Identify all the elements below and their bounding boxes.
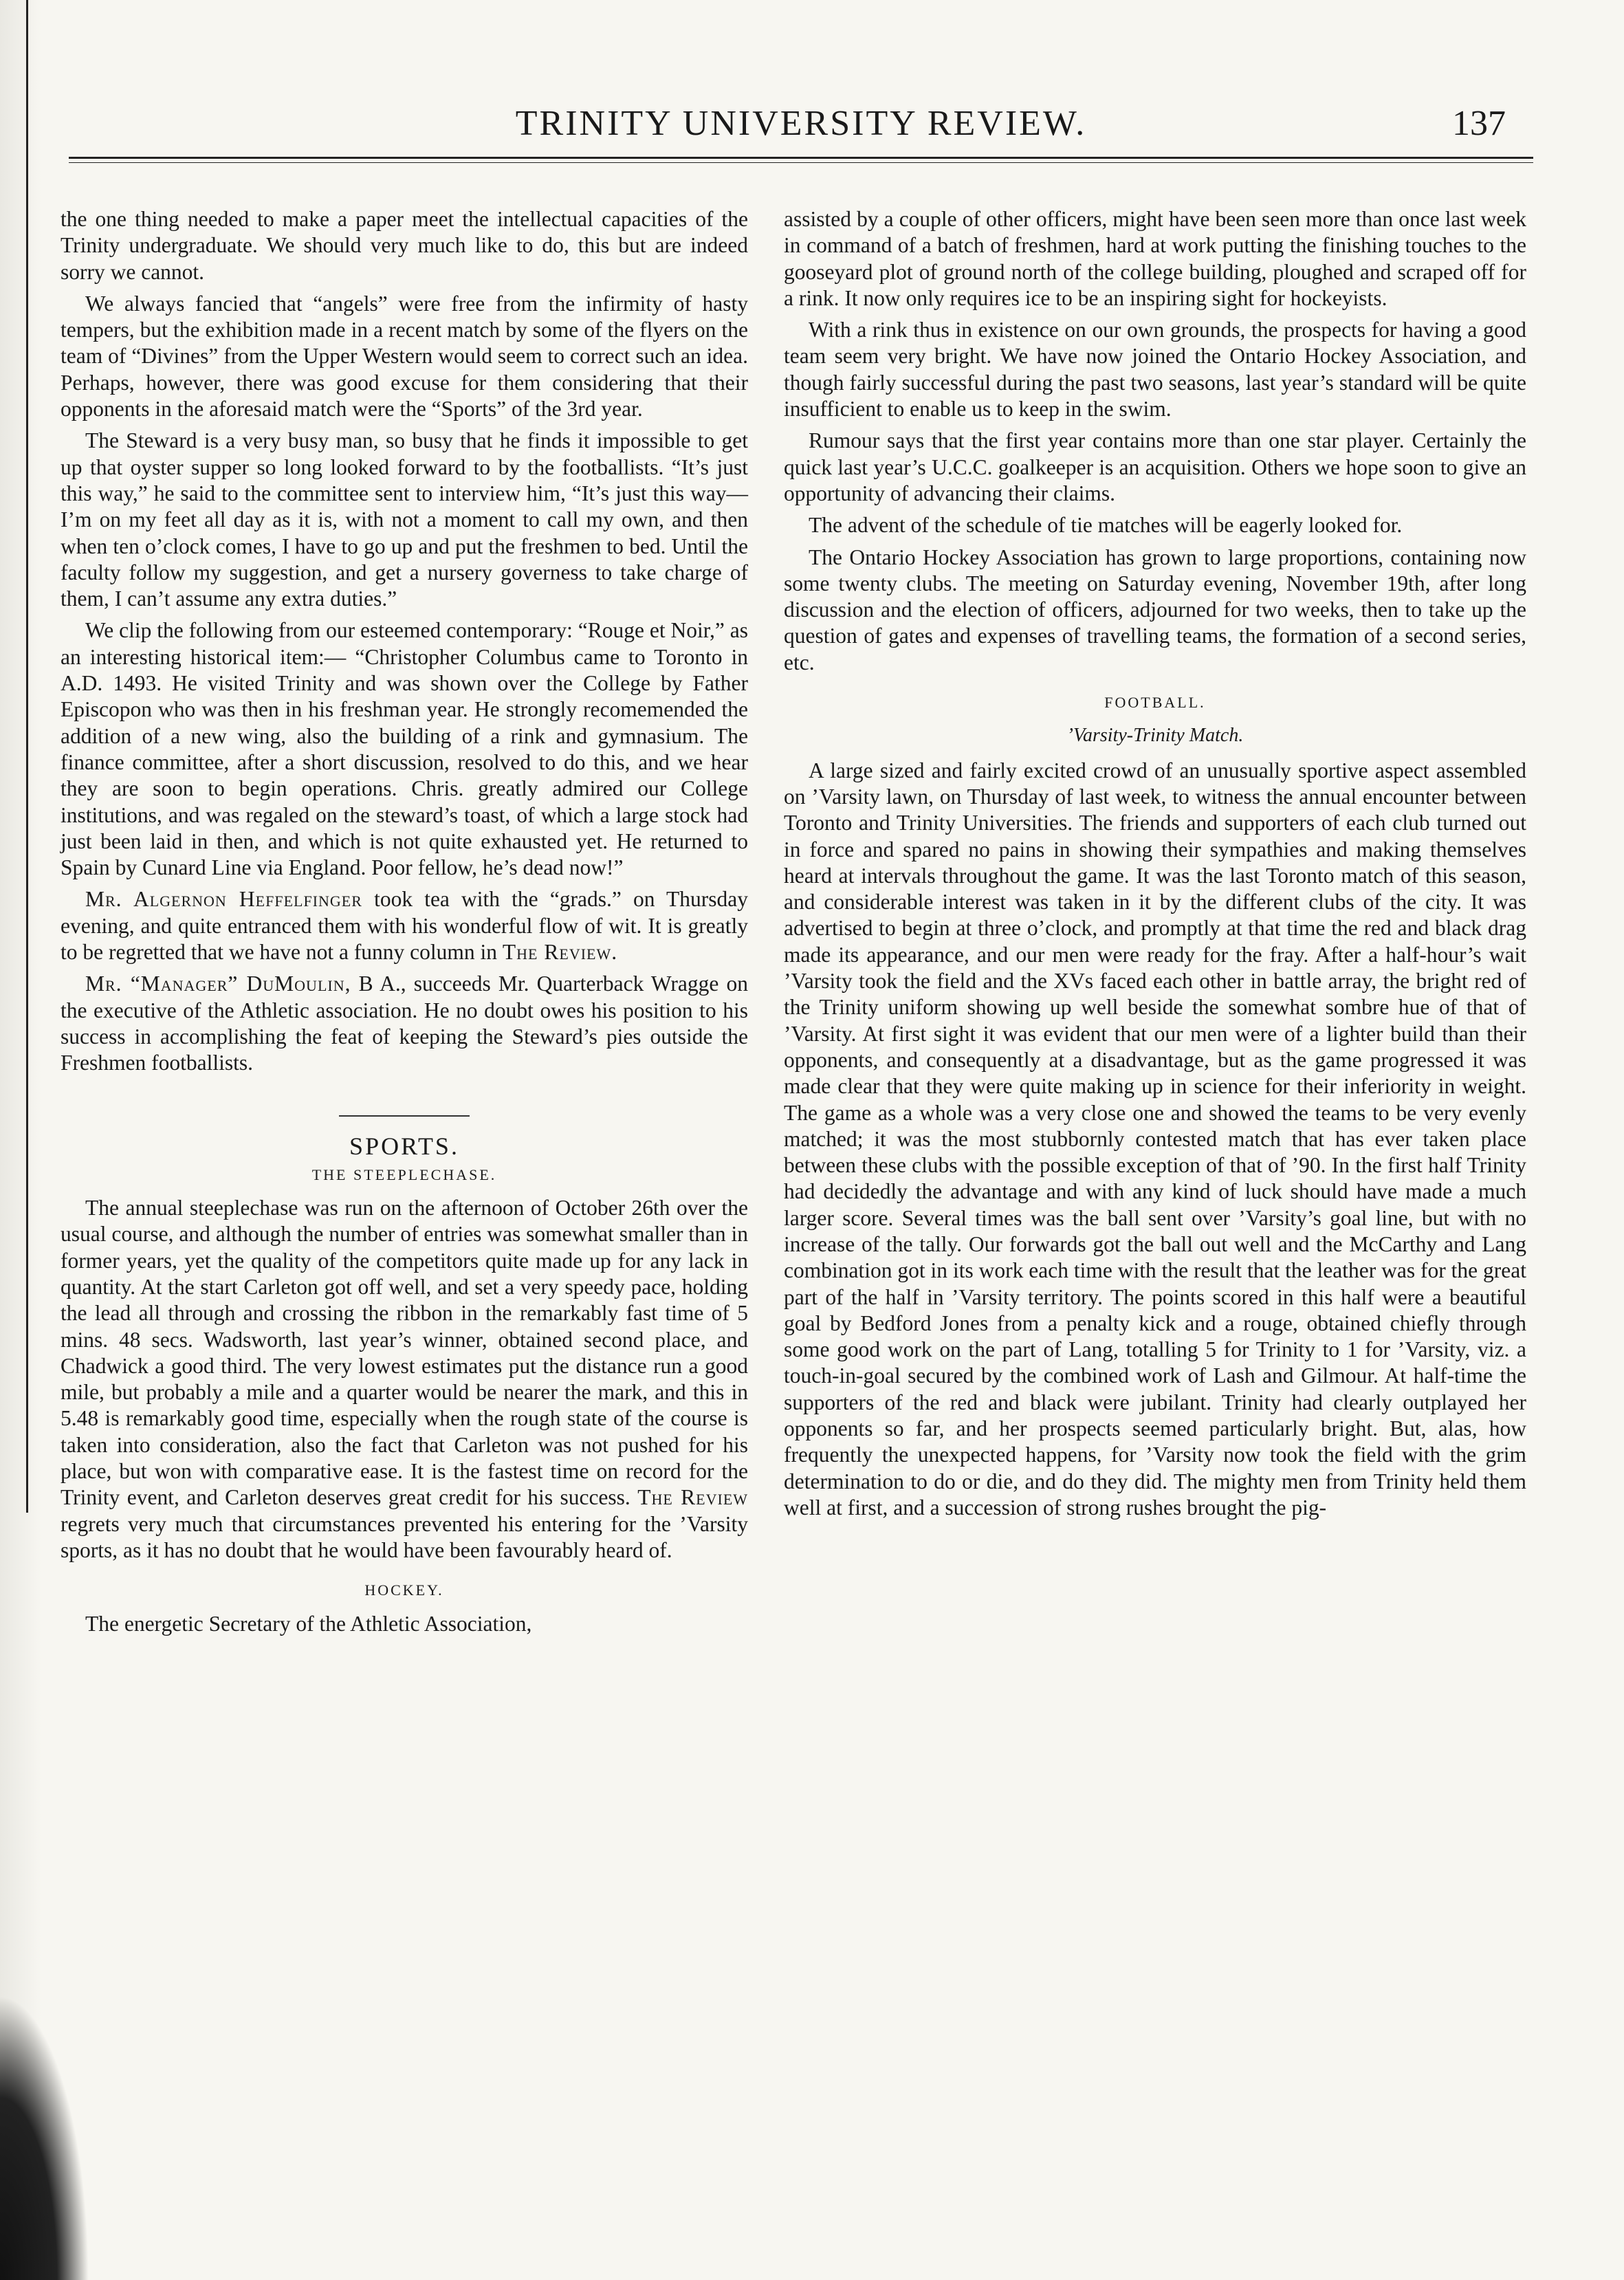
hockey-heading: HOCKEY. xyxy=(364,1581,444,1599)
journal-title: TRINITY UNIVERSITY REVIEW. xyxy=(515,104,1087,143)
gutter-edge-line xyxy=(26,0,28,1513)
paragraph-text: took tea with the “grads.” on Thursday evening, and quite entranced them with his wonderful flow of wit. It is greatly to be regretted that we have not a funny column in xyxy=(61,887,749,965)
right-paragraph: With a rink thus in existence on our own grounds, the prospects for having a good team seem very bright. We have now joined the Ontario Hockey Association, and though fairly successful during the past two seasons, last year’s standard will be quite insufficient to enable us to keep in the swim. xyxy=(784,318,1526,421)
sports-heading: SPORTS. xyxy=(349,1132,459,1160)
right-column xyxy=(784,206,1526,1526)
section-separator xyxy=(339,1115,470,1117)
left-paragraph: The energetic Secretary of the Athletic Association, xyxy=(85,1611,532,1636)
match-heading: ’Varsity-Trinity Match. xyxy=(1066,725,1244,747)
steeplechase-heading: THE STEEPLECHASE. xyxy=(311,1165,497,1183)
left-paragraph xyxy=(61,886,748,965)
left-paragraph: We always fancied that “angels” were free from the infirmity of hasty tempers, but the exhibition made in a recent match by some of the flyers on the team of “Divines” from the Upper Western would seem to correct such an idea. Perhaps, however, there was good excuse for them considering that their opponents in the aforesaid match were the “Sports” of the 3rd year. xyxy=(61,291,748,421)
right-paragraph: Rumour says that the first year contains more than one star player. Certainly the quick last year’s U.C.C. goalkeeper is an acquisition. Others we hope soon to give an opportunity of advancing their claims. xyxy=(784,428,1526,505)
left-paragraph xyxy=(61,1195,748,1564)
left-paragraph: the one thing needed to make a paper meet the intellectual capacities of the Trinity undergraduate. We should very much like to do, this but are indeed sorry we cannot. xyxy=(61,207,748,284)
review-small-caps: The Review. xyxy=(502,940,618,965)
review-small-caps: The Review xyxy=(637,1485,749,1510)
paragraph-text: regrets very much that circumstances prevented his entering for the ’Varsity sports, as it has no doubt that he would have been favourably heard of. xyxy=(61,1511,748,1562)
page-gutter xyxy=(0,0,41,2280)
left-paragraph xyxy=(61,971,748,1076)
running-header xyxy=(69,103,1533,151)
paragraph-text: The annual steeplechase was run on the afternoon of October 26th over the usual course, and although the number of entries was somewhat smaller than in former years, yet the quality of the competitors quite made up for any lack in quantity. At the start Carleton got off well, and set a very speedy pace, holding the lead all through and crossing the ribbon in the remarkably fast time of 5 mins. 48 secs. Wadsworth, last year’s winner, obtained second place, and Chadwick a good third. The very lowest estimates put the distance run a good mile, but probably a mile and a quarter would be nearer the mark, and this in 5.48 is remarkably good time, especially when the rough state of the course is taken into consideration, also the fact that Carleton was not pushed for his place, but won with comparative ease. It is the fastest time on record for the Trinity event, and Carleton deserves great credit for his success. xyxy=(61,1196,748,1510)
name-small-caps: Mr. “Manager” DuMoulin, xyxy=(85,972,351,996)
page-curl-shadow xyxy=(0,1994,89,2280)
page-number: 137 xyxy=(1452,104,1506,143)
right-paragraph: The advent of the schedule of tie matches will be eagerly looked for. xyxy=(809,513,1403,538)
left-paragraph: The Steward is a very busy man, so busy that he finds it impossible to get up that oyster supper so long looked forward to by the footballists. “It’s just this way,” he said to the committee sent to interview him, “It’s just this way—I’m on my feet all day as it is, with not a moment to call my own, and then when ten o’clock comes, I have to go up and put the freshmen to bed. Until the faculty follow my suggestion, and get a nursery governess to take charge of them, I can’t assume any extra duties.” xyxy=(61,428,748,611)
name-small-caps: Mr. Algernon Heffelfinger xyxy=(85,887,362,912)
football-heading: FOOTBALL. xyxy=(1104,694,1206,712)
paragraph-text: B A., succeeds Mr. Quarterback Wragge on the executive of the Athletic association. He no doubt owes his position to his success in accomplishing the feat of keeping the Steward’s pies outside the Freshmen footballists. xyxy=(61,972,749,1075)
header-rule-thick xyxy=(69,157,1533,159)
left-paragraph: We clip the following from our esteemed contemporary: “Rouge et Noir,” as an interesting historical item:— “Christopher Columbus came to Toronto in A.D. 1493. He visited Trinity and was shown over the College by Father Episcopon who was then in his freshman year. He strongly recomemended the addition of a new wing, also the building of a rink and gymnasium. The finance committee, after a short discussion, resolved to do this, and we hear they are soon to begin operations. Chris. greatly admired our College institutions, and was regaled on the steward’s toast, of which a large stock had just been laid in then, and which is not quite exhausted yet. He returned to Spain by Cunard Line via England. Poor fellow, he’s dead now!” xyxy=(61,618,748,880)
right-paragraph: The Ontario Hockey Association has grown to large proportions, containing now some twenty clubs. The meeting on Saturday evening, November 19th, after long discussion and the election of officers, adjourned for two weeks, then to take up the question of gates and expenses of travelling teams, the formation of a second series, etc. xyxy=(784,545,1526,675)
right-paragraph: assisted by a couple of other officers, might have been seen more than once last week in command of a batch of freshmen, hard at work putting the finishing touches to the gooseyard plot of ground north of the college building, ploughed and scraped off for a rink. It now only requires ice to be an inspiring sight for hockeyists. xyxy=(784,207,1526,310)
left-column xyxy=(61,206,748,1643)
header-rule-thin xyxy=(69,162,1533,163)
right-paragraph: A large sized and fairly excited crowd of an unusually sportive aspect assembled on ’Varsity lawn, on Thursday of last week, to witness the annual encounter between Toronto and Trinity Universities. The friends and supporters of each club turned out in force and spared no pains in showing their sympathies and making themselves heard at intervals throughout the game. It was the last Toronto match of this season, and considerable interest was taken in it by the different clubs of the city. It was advertised to begin at three o’clock, and promptly at that time the red and black drag made its appearance, and our men were ready for the fray. After a half-hour’s wait ’Varsity took the field and the XVs faced each other in battle array, the bright red of the Trinity uniform showing up well beside the somewhat sombre hue of that of ’Varsity. At first sight it was evident that our men were of a lighter build than their opponents, and consequently at a disadvantage, but as the game progressed it was made clear that they were quite making up in science for their inferiority in weight. The game as a whole was a very close one and showed the teams to be very evenly matched; it was the most stubbornly contested match that has ever taken place between these clubs with the possible exception of that of ’90. In the first half Trinity had decidedly the advantage and with any kind of luck should have made a much larger score. Several times was the ball sent over ’Varsity’s goal line, but with no increase of the tally. Our forwards got the ball out well and the McCarthy and Lang combination got in its work each time with the result that the leather was for the great part of the half in ’Varsity territory. The points scored in this half were a beautiful goal by Bedford Jones from a penalty kick and a rouge, obtained chiefly through some good work on the part of Lang, totalling 5 for Trinity to 1 for ’Varsity, viz. a touch-in-goal secured by the combined work of Lash and Gilmour. At half-time the supporters of the red and black were jubilant. Trinity had clearly outplayed her opponents so far, and her prospects seemed particularly bright. But, alas, how frequently the unexpected happens, for ’Varsity now took the field with the grim determination to do or die, and do they did. The mighty men from Trinity held them well at first, and a succession of strong rushes brought the pig- xyxy=(784,758,1526,1520)
